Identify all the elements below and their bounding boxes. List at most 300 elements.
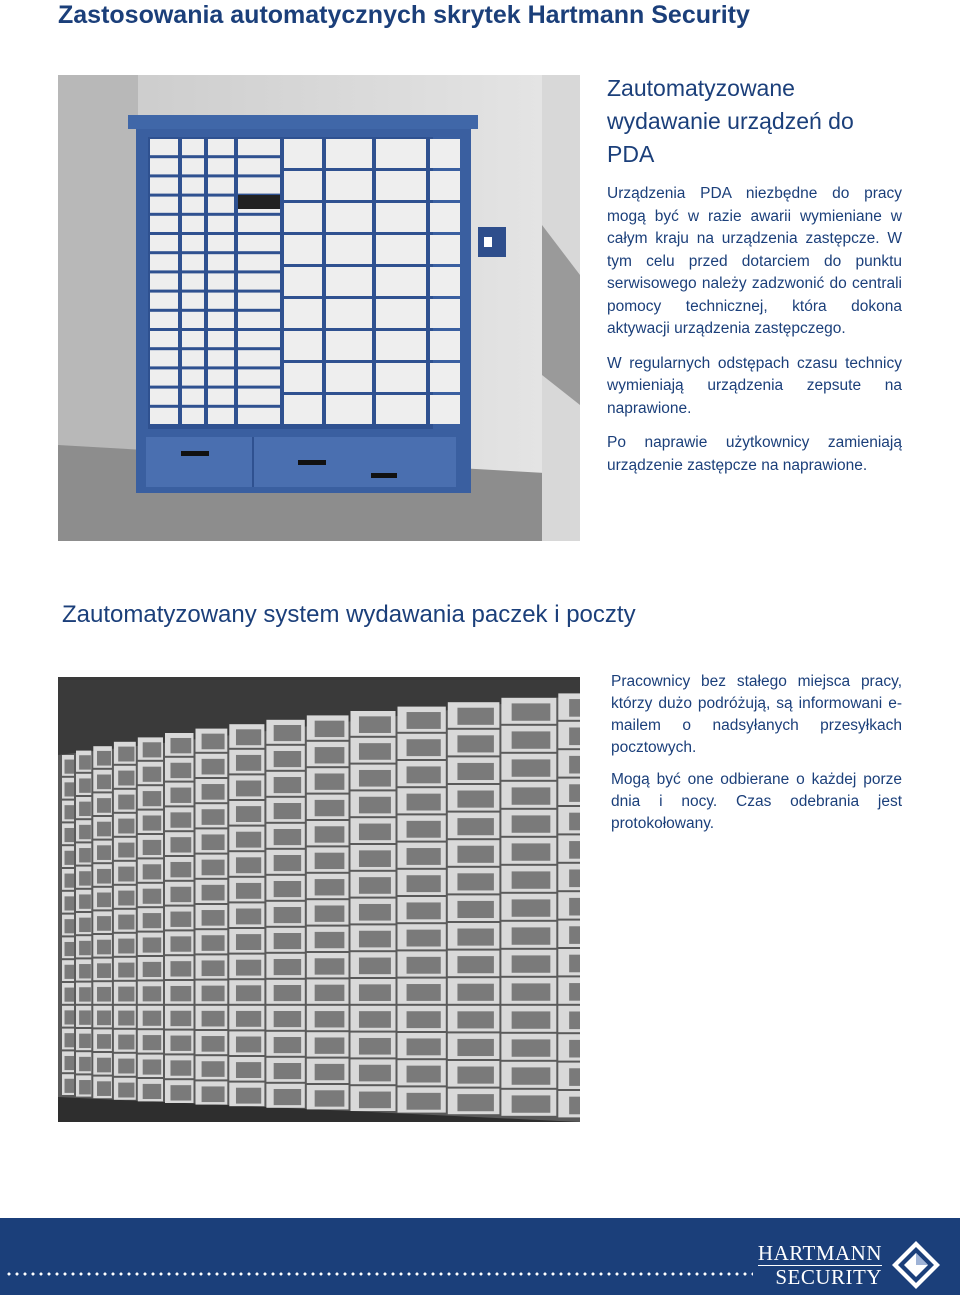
locker-door <box>208 139 234 155</box>
locker-door <box>150 197 178 213</box>
mailbox-door <box>170 961 191 976</box>
locker-door <box>150 216 178 232</box>
mailbox-door <box>457 735 493 752</box>
locker-door <box>238 408 280 424</box>
mailbox-door <box>65 828 75 842</box>
locker-door <box>326 203 372 232</box>
mailbox-door <box>274 1037 301 1053</box>
mailbox-door <box>143 1035 161 1050</box>
mailbox-door <box>512 927 551 944</box>
mailbox-door <box>97 775 111 790</box>
mailbox-door <box>512 1011 551 1028</box>
mailbox-door <box>359 904 391 921</box>
mailbox-door <box>202 759 225 775</box>
dotted-divider <box>5 1272 753 1276</box>
mailbox-door <box>202 960 225 976</box>
mailbox-door <box>202 1061 225 1077</box>
mailbox-door <box>274 907 301 923</box>
pda-heading: Zautomatyzowane wydawanie urządzeń do PDA <box>607 75 854 167</box>
mailbox-door <box>512 703 551 720</box>
mailbox-door <box>359 984 391 1001</box>
locker-door <box>208 216 234 232</box>
mailbox-door <box>118 747 134 762</box>
locker-door <box>376 299 426 328</box>
mailbox-door <box>65 965 75 979</box>
mailbox-door <box>202 986 225 1002</box>
mailbox-door <box>97 869 111 884</box>
mailbox-door <box>315 985 345 1001</box>
mailbox-door <box>315 879 345 895</box>
locker-door <box>284 203 322 232</box>
mailbox-door <box>202 784 225 800</box>
locker-door <box>284 331 322 360</box>
mailbox-door <box>236 1037 261 1053</box>
mailbox-door <box>457 791 493 808</box>
mailbox-door <box>457 1067 493 1084</box>
mailbox-door <box>569 727 580 745</box>
mailbox-door <box>236 909 261 925</box>
locker-door <box>238 235 280 251</box>
locker-door <box>376 395 426 424</box>
mailbox-door <box>315 721 345 737</box>
locker-door <box>284 299 322 328</box>
pda-paragraph-2: W regularnych odstępach czasu technicy wymieniają urządzenia zepsute na naprawione. <box>607 354 902 417</box>
mailbox-wall-photo <box>58 677 580 1122</box>
mailbox-door <box>274 829 301 845</box>
mailbox-door <box>407 1011 441 1028</box>
locker-door <box>430 139 460 168</box>
mailbox-door <box>170 1060 191 1075</box>
mailbox-door <box>512 1067 551 1084</box>
mailbox-door <box>79 987 91 1001</box>
locker-door <box>182 350 204 366</box>
mailbox-door <box>457 956 493 973</box>
mailbox-door <box>118 843 134 858</box>
mailbox-door <box>236 781 261 797</box>
locker-door <box>150 369 178 385</box>
mailbox-door <box>512 899 551 916</box>
locker-door <box>238 293 280 309</box>
locker-door <box>376 363 426 392</box>
mailbox-door <box>79 1057 91 1071</box>
mailbox-door <box>202 1036 225 1052</box>
mailbox-door <box>315 1011 345 1027</box>
mailbox-door <box>170 788 191 803</box>
locker-door <box>326 331 372 360</box>
mailbox-door <box>65 874 75 888</box>
locker-door <box>182 389 204 405</box>
locker-door <box>208 158 234 174</box>
mailbox-door <box>97 751 111 766</box>
mailbox-door <box>315 1090 345 1106</box>
mailbox-door <box>236 1062 261 1078</box>
locker-door <box>182 254 204 270</box>
locker-door <box>208 235 234 251</box>
mailbox-door <box>315 1037 345 1053</box>
mailbox-door <box>236 1011 261 1027</box>
mailbox-door <box>359 824 391 841</box>
mailbox-door <box>236 729 261 745</box>
locker-door <box>208 273 234 289</box>
mailbox-door <box>315 932 345 948</box>
locker-door <box>150 177 178 193</box>
locker-door <box>208 389 234 405</box>
locker-door <box>182 408 204 424</box>
mailbox-door <box>143 937 161 952</box>
locker-door <box>376 203 426 232</box>
mailbox-door <box>512 731 551 748</box>
locker-door <box>182 177 204 193</box>
mailbox-door <box>359 743 391 760</box>
mailbox-door <box>512 1095 551 1112</box>
locker-door <box>284 267 322 296</box>
mailbox-door <box>65 1056 75 1070</box>
mailbox-door <box>143 742 161 757</box>
locker-door <box>238 389 280 405</box>
mailbox-door <box>274 933 301 949</box>
mailbox-door <box>274 725 301 741</box>
mailbox-door <box>118 963 134 978</box>
mailbox-door <box>170 912 191 927</box>
logo-text-hartmann: HARTMANN <box>757 1241 882 1265</box>
mailbox-door <box>407 766 441 783</box>
mailbox-door <box>512 787 551 804</box>
mailbox-door <box>65 805 75 819</box>
mailbox-door <box>457 1039 493 1056</box>
locker-door <box>238 312 280 328</box>
locker-door <box>326 171 372 200</box>
mailbox-door <box>65 942 75 956</box>
mailbox-door <box>569 813 580 831</box>
locker-door <box>430 267 460 296</box>
mailbox-door <box>143 815 161 830</box>
mailbox-door <box>170 763 191 778</box>
mailbox-door <box>569 1097 580 1115</box>
mailbox-door <box>118 1059 134 1074</box>
locker-door <box>150 293 178 309</box>
mailbox-door <box>118 915 134 930</box>
mailbox-door <box>65 1010 75 1024</box>
locker-door <box>326 395 372 424</box>
locker-door <box>182 216 204 232</box>
mailbox-door <box>274 1063 301 1079</box>
mailbox-door <box>407 902 441 919</box>
hartmann-security-logo <box>757 1239 944 1291</box>
locker-door <box>326 235 372 264</box>
mailbox-door <box>143 1059 161 1074</box>
locker-door <box>182 235 204 251</box>
mailbox-door <box>202 935 225 951</box>
mailbox-door <box>457 708 493 725</box>
mailbox-door <box>236 960 261 976</box>
mailbox-door <box>457 873 493 890</box>
mailbox-door <box>97 1058 111 1073</box>
mailbox-door <box>512 983 551 1000</box>
locker-door <box>150 139 178 155</box>
mailbox-door <box>274 959 301 975</box>
mailbox-door <box>274 1011 301 1027</box>
mailbox-door <box>79 918 91 932</box>
mailbox-door <box>97 798 111 813</box>
mailbox-door <box>407 875 441 892</box>
mailbox-door <box>79 755 91 769</box>
locker-door <box>208 369 234 385</box>
pda-paragraph-3: Po naprawie użytkownicy zamieniają urządzenie zastępcze na naprawione. <box>607 434 902 474</box>
mailbox-door <box>65 988 75 1002</box>
mailbox-door <box>118 1083 134 1098</box>
mailbox-door <box>236 985 261 1001</box>
locker-door <box>430 235 460 264</box>
mailbox-door <box>236 755 261 771</box>
locker-door <box>284 171 322 200</box>
mailbox-door <box>569 784 580 802</box>
mailbox-door <box>236 1088 261 1104</box>
mailbox-door <box>359 850 391 867</box>
mailbox-door <box>79 802 91 816</box>
mailbox-door <box>569 955 580 973</box>
mailbox-door <box>118 891 134 906</box>
mailbox-door <box>79 778 91 792</box>
locker-door <box>238 139 280 155</box>
locker-door <box>326 267 372 296</box>
locker-door <box>326 299 372 328</box>
mailbox-door <box>315 773 345 789</box>
locker-door <box>238 177 280 193</box>
locker-door <box>284 363 322 392</box>
mailbox-door <box>274 777 301 793</box>
mailbox-door <box>65 851 75 865</box>
mailbox-door <box>569 699 580 717</box>
locker-door <box>208 254 234 270</box>
locker-door <box>150 235 178 251</box>
mailbox-door <box>236 857 261 873</box>
mailbox-door <box>359 958 391 975</box>
mailbox-door <box>359 716 391 733</box>
mailbox-door <box>407 712 441 729</box>
locker-door <box>238 158 280 174</box>
mailbox-door <box>202 885 225 901</box>
mailbox-door <box>457 1094 493 1111</box>
locker-door <box>208 177 234 193</box>
locker-door <box>238 273 280 289</box>
mailbox-door <box>202 860 225 876</box>
mail-heading: Zautomatyzowany system wydawania paczek i poczty <box>62 601 636 628</box>
mailbox-door <box>512 955 551 972</box>
mailbox-door <box>274 751 301 767</box>
locker-door <box>238 369 280 385</box>
mailbox-door <box>569 983 580 1001</box>
mailbox-door <box>143 986 161 1001</box>
locker-door <box>208 331 234 347</box>
locker-door <box>150 408 178 424</box>
locker-door <box>182 312 204 328</box>
mailbox-door <box>274 803 301 819</box>
mailbox-door <box>79 964 91 978</box>
keypad-display <box>238 195 280 209</box>
mailbox-door <box>457 984 493 1001</box>
locker-door <box>430 395 460 424</box>
mailbox-door <box>202 1086 225 1102</box>
mailbox-door <box>170 887 191 902</box>
mailbox-door <box>170 812 191 827</box>
mailbox-door <box>407 1093 441 1110</box>
locker-door <box>182 197 204 213</box>
mailbox-door <box>118 1035 134 1050</box>
locker-door <box>430 331 460 360</box>
mailbox-door <box>315 853 345 869</box>
mailbox-door <box>236 806 261 822</box>
locker-door <box>376 139 426 168</box>
mailbox-door <box>407 1066 441 1083</box>
locker-door <box>238 331 280 347</box>
locker-door <box>326 363 372 392</box>
locker-door <box>376 235 426 264</box>
mailbox-door <box>170 1036 191 1051</box>
mailbox-door <box>569 898 580 916</box>
mailbox-door <box>457 1011 493 1028</box>
mailbox-door <box>118 939 134 954</box>
mailbox-door <box>97 845 111 860</box>
locker-door <box>208 312 234 328</box>
mailbox-door <box>65 919 75 933</box>
mailbox-door <box>315 800 345 816</box>
locker-door <box>238 254 280 270</box>
locker-door <box>376 171 426 200</box>
mailbox-door <box>569 841 580 859</box>
locker-door <box>238 350 280 366</box>
mailbox-door <box>79 825 91 839</box>
mailbox-door <box>569 1068 580 1086</box>
mailbox-door <box>407 1038 441 1055</box>
mailbox-door <box>315 905 345 921</box>
mailbox-door <box>79 1034 91 1048</box>
locker-door <box>182 293 204 309</box>
page-title: Zastosowania automatycznych skrytek Hartmann Security <box>58 1 750 29</box>
mailbox-door <box>315 747 345 763</box>
mail-section <box>611 671 902 845</box>
mailbox-door <box>65 782 75 796</box>
mailbox-door <box>569 1040 580 1058</box>
mailbox-door <box>143 962 161 977</box>
locker-door <box>208 408 234 424</box>
mail-paragraph-1: Pracownicy bez stałego miejsca pracy, którzy dużo podróżują, są informowani e-mailem o nadsyłanych przesyłkach pocztowych. <box>611 673 902 756</box>
mailbox-door <box>512 759 551 776</box>
mailbox-door <box>143 1084 161 1099</box>
mailbox-door <box>97 1081 111 1096</box>
mail-paragraph-2: Mogą być one odbierane o każdej porze dnia i nocy. Czas odebrania jest protokołowany. <box>611 771 902 832</box>
mailbox-door <box>512 871 551 888</box>
locker-door <box>208 293 234 309</box>
mailbox-door <box>170 1011 191 1026</box>
mailbox-door <box>202 1011 225 1027</box>
mailbox-door <box>457 901 493 918</box>
locker-door <box>284 235 322 264</box>
mailbox-door <box>569 926 580 944</box>
mailbox-door <box>202 910 225 926</box>
locker-door <box>150 312 178 328</box>
mailbox-door <box>79 848 91 862</box>
mailbox-door <box>118 771 134 786</box>
mailbox-door <box>359 770 391 787</box>
locker-door <box>430 363 460 392</box>
mailbox-door <box>407 739 441 756</box>
mailbox-door <box>457 763 493 780</box>
locker-door <box>376 267 426 296</box>
mailbox-door <box>274 1089 301 1105</box>
mailbox-door <box>236 883 261 899</box>
diamond-logo-icon <box>890 1239 942 1291</box>
locker-door <box>150 389 178 405</box>
mailbox-door <box>118 819 134 834</box>
mailbox-door <box>143 864 161 879</box>
mailbox-door <box>170 936 191 951</box>
mailbox-door <box>79 894 91 908</box>
mailbox-door <box>118 987 134 1002</box>
mailbox-door <box>512 1039 551 1056</box>
locker-door <box>238 216 280 232</box>
locker-door <box>150 350 178 366</box>
mailbox-door <box>79 871 91 885</box>
locker-door <box>182 139 204 155</box>
mailbox-door <box>170 986 191 1001</box>
mailbox-door <box>97 822 111 837</box>
mailbox-door <box>512 815 551 832</box>
mailbox-door <box>143 767 161 782</box>
mailbox-door <box>202 809 225 825</box>
mailbox-door <box>79 941 91 955</box>
locker-door <box>430 171 460 200</box>
mailbox-door <box>274 985 301 1001</box>
locker-door <box>376 331 426 360</box>
mailbox-door <box>359 797 391 814</box>
footer-band <box>0 1218 960 1295</box>
locker-door <box>150 273 178 289</box>
mailbox-door <box>457 929 493 946</box>
mailbox-door <box>359 877 391 894</box>
locker-door <box>430 299 460 328</box>
mailbox-door <box>569 869 580 887</box>
mailbox-door <box>569 756 580 774</box>
mailbox-door <box>97 893 111 908</box>
mailbox-door <box>315 826 345 842</box>
logo-text-security: SECURITY <box>775 1265 882 1289</box>
mailbox-door <box>170 738 191 753</box>
mailbox-door <box>170 862 191 877</box>
locker-door <box>150 158 178 174</box>
mailbox-door <box>118 867 134 882</box>
mailbox-door <box>143 913 161 928</box>
mailbox-door <box>457 818 493 835</box>
pda-locker-photo <box>58 75 580 541</box>
mailbox-door <box>359 1065 391 1082</box>
locker-door <box>430 203 460 232</box>
mailbox-door <box>143 840 161 855</box>
pda-section <box>607 72 902 489</box>
mailbox-door <box>65 760 75 774</box>
mailbox-door <box>118 1011 134 1026</box>
mailbox-door <box>97 940 111 955</box>
mailbox-door <box>236 934 261 950</box>
mailbox-door <box>569 1011 580 1029</box>
mailbox-door <box>407 957 441 974</box>
locker-door <box>326 139 372 168</box>
mailbox-door <box>202 734 225 750</box>
locker-door <box>182 331 204 347</box>
mailbox-door <box>143 1011 161 1026</box>
mailbox-door <box>65 1079 75 1093</box>
mailbox-door <box>97 1011 111 1026</box>
mailbox-door <box>274 881 301 897</box>
